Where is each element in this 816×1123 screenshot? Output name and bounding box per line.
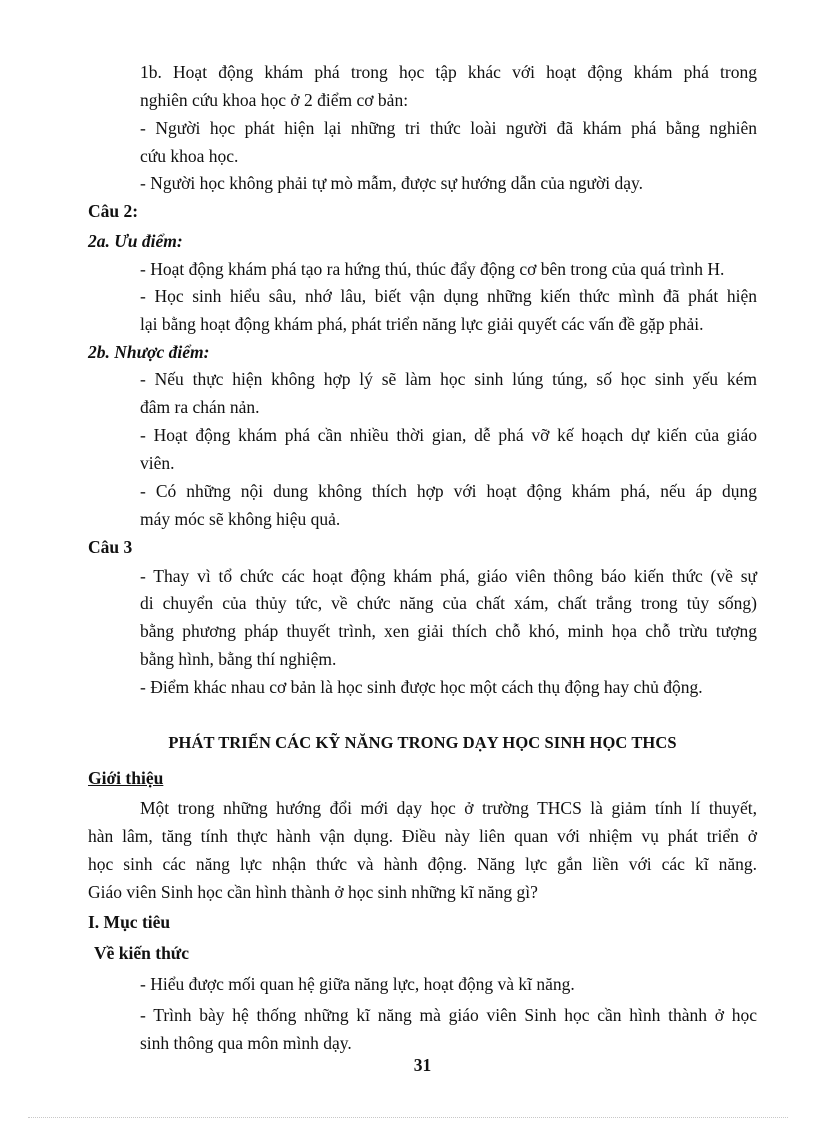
text-line: - Hoạt động khám phá tạo ra hứng thú, thúc đẩy động cơ bên trong của quá trình H. — [140, 259, 725, 279]
text-line: - Điểm khác nhau cơ bản là học sinh được học một cách thụ động hay chủ động. — [140, 677, 703, 697]
text-line: học sinh các năng lực nhận thức và hành động. Năng lực gắn liền với các kĩ năng. — [88, 854, 757, 874]
text-line: lại bằng hoạt động khám phá, phát triển năng lực giải quyết các vấn đề gặp phải. — [140, 314, 704, 334]
page-bottom-divider — [28, 1117, 788, 1118]
text-line: bằng hình, bằng thí nghiệm. — [140, 649, 337, 669]
question-heading: Câu 3 — [88, 537, 133, 557]
text-line: 1b. Hoạt động khám phá trong học tập khác với hoạt động khám phá trong — [140, 62, 757, 82]
text-line: Giáo viên Sinh học cần hình thành ở học sinh những kĩ năng gì? — [88, 882, 538, 902]
subsection-heading: Giới thiệu — [88, 768, 164, 788]
text-line: máy móc sẽ không hiệu quả. — [140, 509, 341, 529]
text-line: bằng phương pháp thuyết trình, xen giải thích chỗ khó, minh họa chỗ trừu tượng — [140, 621, 757, 641]
text-line: viên. — [140, 453, 175, 473]
page-number: 31 — [413, 1055, 432, 1075]
text-line: - Có những nội dung không thích hợp với hoạt động khám phá, nếu áp dụng — [140, 481, 757, 501]
text-line: - Hoạt động khám phá cần nhiều thời gian, dễ phá vỡ kế hoạch dự kiến của giáo — [140, 425, 757, 445]
question-heading: Câu 2: — [88, 201, 139, 221]
text-line: Một trong những hướng đổi mới dạy học ở trường THCS là giảm tính lí thuyết, — [140, 798, 757, 818]
section-title: PHÁT TRIỂN CÁC KỸ NĂNG TRONG DẠY HỌC SINH HỌC THCS — [168, 733, 677, 752]
section-heading: 2a. Ưu điểm: — [88, 231, 183, 251]
text-line: - Người học không phải tự mò mẫm, được sự hướng dẫn của người dạy. — [140, 173, 643, 193]
text-line: - Học sinh hiểu sâu, nhớ lâu, biết vận dụng những kiến thức mình đã phát hiện — [140, 286, 757, 306]
text-line: di chuyển của thủy tức, về chức năng của chất xám, chất trắng trong tủy sống) — [140, 593, 757, 613]
text-line: cứu khoa học. — [140, 146, 239, 166]
text-line: - Hiểu được mối quan hệ giữa năng lực, hoạt động và kĩ năng. — [140, 974, 575, 994]
text-line: - Người học phát hiện lại những tri thức loài người đã khám phá bằng nghiên — [140, 118, 757, 138]
subsection-heading: Về kiến thức — [94, 943, 190, 963]
section-heading: 2b. Nhược điểm: — [88, 342, 210, 362]
text-line: - Trình bày hệ thống những kĩ năng mà giáo viên Sinh học cần hình thành ở học — [140, 1005, 757, 1025]
text-line: đâm ra chán nản. — [140, 397, 260, 417]
text-line: - Thay vì tổ chức các hoạt động khám phá, giáo viên thông báo kiến thức (về sự — [140, 566, 757, 586]
text-line: sinh thông qua môn mình dạy. — [140, 1033, 352, 1053]
text-line: hàn lâm, tăng tính thực hành vận dụng. Điều này liên quan với nhiệm vụ phát triển ở — [88, 826, 757, 846]
subsection-heading: I. Mục tiêu — [88, 912, 171, 932]
text-line: nghiên cứu khoa học ở 2 điểm cơ bản: — [140, 90, 409, 110]
text-line: - Nếu thực hiện không hợp lý sẽ làm học sinh lúng túng, số học sinh yếu kém — [140, 369, 757, 389]
